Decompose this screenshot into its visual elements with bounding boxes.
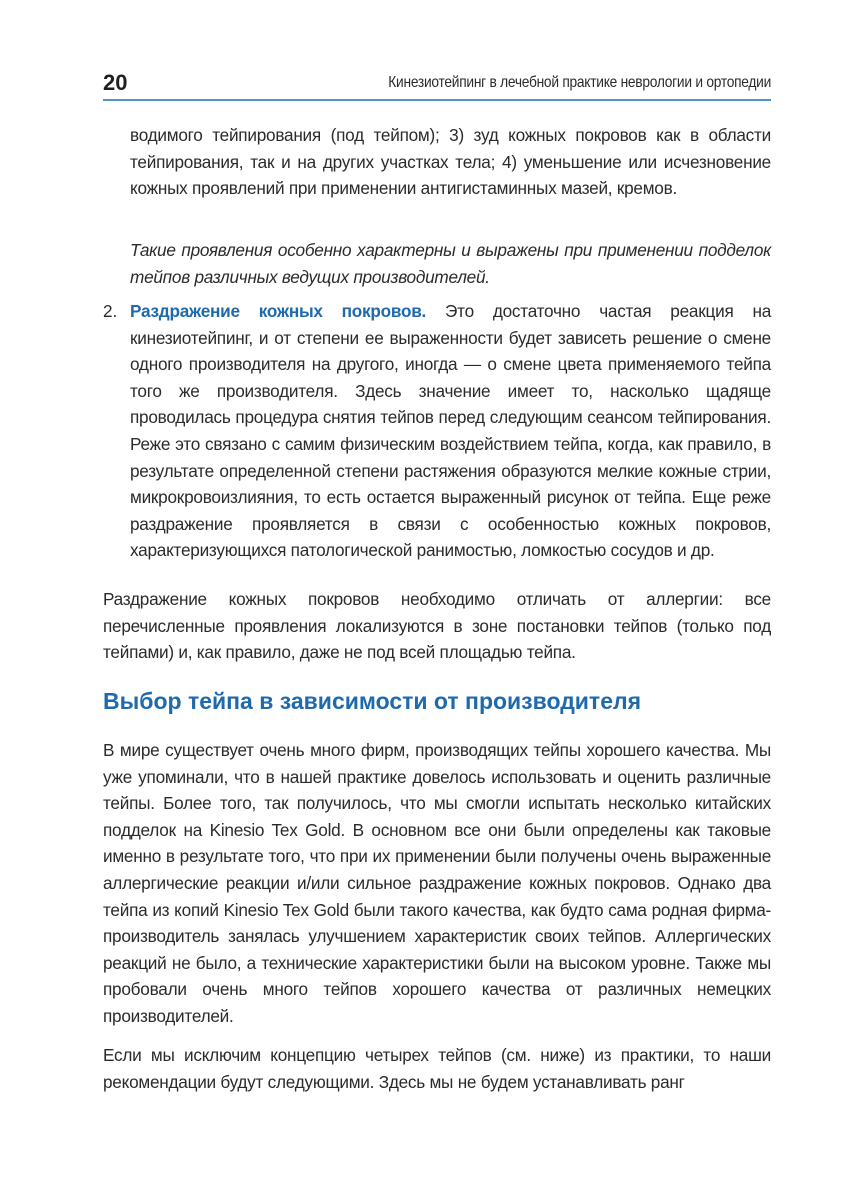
paragraph-manufacturers [103,737,771,1030]
paragraph-recommendations [103,1042,771,1095]
list-item-title: Раздражение кожных покровов. [130,301,427,321]
running-title: Кинезиотейпинг в лечебной практике неврологии и ортопедии [388,74,771,91]
section-heading: Выбор тейпа в зависимости от производителя [103,688,642,714]
paragraph-text: Если мы исключим концепцию четырех тейпов (см. ниже) из практики, то наши рекомендации будут следующими. Здесь мы не будем устанавливать ранг [103,1045,771,1092]
paragraph-text: Раздражение кожных покровов необходимо отличать от аллергии: все перечисленные проявления локализуются в зоне постановки тейпов (только под тейпами) и, как правило, даже не под всей площадью тейпа. [103,589,771,663]
page-number: 20 [103,70,128,95]
paragraph-text: В мире существует очень много фирм, производящих тейпы хорошего качества. Мы уже упоминали, что в нашей практике довелось использовать и оценить различные тейпы. Более того, так получилось, что мы смогли испытать несколько китайских подделок на Kinesio Tex Gold. В основном все они были определены как таковые именно в результате того, что при их применении были получены очень выраженные аллергические реакции и/или сильное раздражение кожных покровов. Однако два тейпа из копий Kinesio Tex Gold были такого качества, как будто сама родная фирма-производитель занялась улучшением характеристик своих тейпов. Аллергических реакций не было, а технические характеристики были на высоком уровне. Также мы пробовали очень много тейпов хорошего качества от различных немецких производителей. [103,740,771,1026]
list-number: 2. [103,301,118,321]
paragraph-continuation [130,122,771,202]
list-item-text: Это достаточно частая реакция на кинезиотейпинг, и от степени ее выраженности будет зависеть решение о смене одного производителя на другого, иногда — о смене цвета применяемого тейпа того же производителя. Здесь значение имеет то, насколько щадяще проводилась процедура снятия тейпов перед следующим сеансом тейпирования. Реже это связано с самим физическим воздействием тейпа, когда, как правило, в результате определенной степени растяжения образуются мелкие кожные стрии, микрокровоизлияния, то есть остается выраженный рисунок от тейпа. Еще реже раздражение проявляется в связи с особенностью кожных покровов, характеризующихся патологической ранимостью, ломкостью сосудов и др. [130,301,772,561]
list-item-2 [130,298,771,564]
italic-note [130,237,771,290]
paragraph-text: водимого тейпирования (под тейпом); 3) зуд кожных покровов как в области тейпирования, так и на других участках тела; 4) уменьшение или исчезновение кожных проявлений при применении антигистаминных мазей, кремов. [130,125,771,199]
paragraph-irritation-vs-allergy [103,586,771,666]
page-header [103,70,771,100]
list-item-body [130,298,771,564]
italic-note-text: Такие проявления особенно характерны и выражены при применении подделок тейпов различных ведущих производителей. [130,240,771,287]
header-rule [103,99,771,101]
